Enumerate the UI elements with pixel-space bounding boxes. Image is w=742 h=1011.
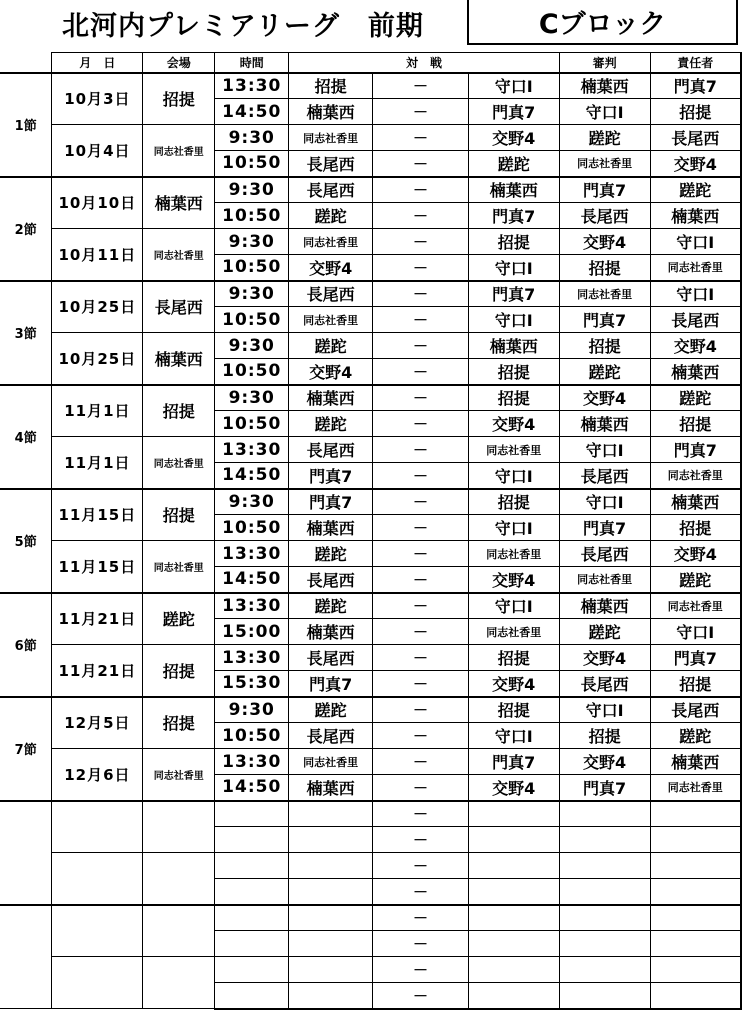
versus-separator: － xyxy=(373,281,469,307)
away-team: 守口Ⅰ xyxy=(468,73,559,99)
match-venue: 招提 xyxy=(143,697,215,749)
match-venue: 同志社香里 xyxy=(143,437,215,489)
match-row xyxy=(0,385,741,411)
referee-team: 門真7 xyxy=(559,515,650,541)
home-team-blank xyxy=(289,983,373,1009)
home-team: 交野4 xyxy=(289,255,373,281)
away-team: 同志社香里 xyxy=(468,619,559,645)
away-team: 交野4 xyxy=(468,567,559,593)
match-date: 12月6日 xyxy=(52,749,143,801)
away-team: 交野4 xyxy=(468,671,559,697)
manager-team: 同志社香里 xyxy=(650,775,741,801)
match-time-blank xyxy=(215,905,289,931)
home-team-blank xyxy=(289,905,373,931)
match-row xyxy=(0,489,741,515)
match-time: 14:50 xyxy=(215,99,289,125)
match-date-blank xyxy=(52,801,143,853)
manager-team: 交野4 xyxy=(650,151,741,177)
home-team: 楠葉西 xyxy=(289,775,373,801)
match-venue: 蹉跎 xyxy=(143,593,215,645)
versus-separator: － xyxy=(373,827,469,853)
away-team: 招提 xyxy=(468,489,559,515)
home-team: 長尾西 xyxy=(289,281,373,307)
versus-separator: － xyxy=(373,593,469,619)
match-row xyxy=(0,541,741,567)
referee-team: 長尾西 xyxy=(559,541,650,567)
home-team: 長尾西 xyxy=(289,645,373,671)
match-time: 13:30 xyxy=(215,749,289,775)
home-team-blank xyxy=(289,879,373,905)
match-time: 13:30 xyxy=(215,541,289,567)
manager-team: 交野4 xyxy=(650,541,741,567)
home-team: 同志社香里 xyxy=(289,307,373,333)
versus-separator: － xyxy=(373,749,469,775)
match-date: 10月3日 xyxy=(52,73,143,125)
manager-team-blank xyxy=(650,801,741,827)
referee-team-blank xyxy=(559,931,650,957)
match-time: 14:50 xyxy=(215,463,289,489)
home-team: 蹉跎 xyxy=(289,411,373,437)
versus-separator: － xyxy=(373,151,469,177)
away-team: 交野4 xyxy=(468,775,559,801)
referee-team: 長尾西 xyxy=(559,203,650,229)
round-label-blank xyxy=(0,905,52,1009)
versus-separator: － xyxy=(373,983,469,1009)
match-row xyxy=(0,177,741,203)
match-time: 13:30 xyxy=(215,645,289,671)
manager-team: 楠葉西 xyxy=(650,359,741,385)
match-venue: 長尾西 xyxy=(143,281,215,333)
match-time: 9:30 xyxy=(215,281,289,307)
away-team: 楠葉西 xyxy=(468,177,559,203)
home-team: 門真7 xyxy=(289,671,373,697)
manager-team: 楠葉西 xyxy=(650,749,741,775)
away-team-blank xyxy=(468,905,559,931)
versus-separator: － xyxy=(373,879,469,905)
match-row xyxy=(0,125,741,151)
home-team: 蹉跎 xyxy=(289,203,373,229)
away-team: 守口Ⅰ xyxy=(468,515,559,541)
home-team: 蹉跎 xyxy=(289,697,373,723)
away-team: 守口Ⅰ xyxy=(468,255,559,281)
away-team-blank xyxy=(468,931,559,957)
versus-separator: － xyxy=(373,697,469,723)
match-date: 11月1日 xyxy=(52,437,143,489)
referee-team: 門真7 xyxy=(559,775,650,801)
away-team-blank xyxy=(468,957,559,983)
referee-team-blank xyxy=(559,905,650,931)
manager-team: 長尾西 xyxy=(650,697,741,723)
manager-team: 同志社香里 xyxy=(650,593,741,619)
manager-team-blank xyxy=(650,983,741,1009)
away-team: 蹉跎 xyxy=(468,151,559,177)
home-team: 門真7 xyxy=(289,463,373,489)
round-label-blank xyxy=(0,801,52,905)
away-team: 守口Ⅰ xyxy=(468,463,559,489)
manager-team: 交野4 xyxy=(650,333,741,359)
manager-team: 守口Ⅰ xyxy=(650,229,741,255)
match-time: 13:30 xyxy=(215,73,289,99)
match-time: 10:50 xyxy=(215,203,289,229)
match-venue: 楠葉西 xyxy=(143,177,215,229)
match-time-blank xyxy=(215,957,289,983)
away-team: 同志社香里 xyxy=(468,437,559,463)
match-time-blank xyxy=(215,853,289,879)
versus-separator: － xyxy=(373,125,469,151)
home-team: 招提 xyxy=(289,73,373,99)
match-row xyxy=(0,593,741,619)
referee-team: 長尾西 xyxy=(559,463,650,489)
away-team-blank xyxy=(468,827,559,853)
home-team: 長尾西 xyxy=(289,567,373,593)
versus-separator: － xyxy=(373,853,469,879)
match-date: 11月15日 xyxy=(52,541,143,593)
referee-team: 門真7 xyxy=(559,307,650,333)
match-date: 10月4日 xyxy=(52,125,143,177)
match-venue: 同志社香里 xyxy=(143,125,215,177)
versus-separator: － xyxy=(373,801,469,827)
header-match: 対 戦 xyxy=(289,53,559,73)
referee-team-blank xyxy=(559,827,650,853)
match-date-blank xyxy=(52,957,143,1009)
block-label: Cブロック xyxy=(467,0,738,45)
match-time: 13:30 xyxy=(215,437,289,463)
referee-team: 蹉跎 xyxy=(559,125,650,151)
blank-row xyxy=(0,801,741,827)
manager-team-blank xyxy=(650,853,741,879)
versus-separator: － xyxy=(373,645,469,671)
away-team: 招提 xyxy=(468,359,559,385)
match-venue-blank xyxy=(143,905,215,957)
referee-team-blank xyxy=(559,957,650,983)
round-label: 4節 xyxy=(0,385,52,489)
away-team-blank xyxy=(468,853,559,879)
referee-team: 門真7 xyxy=(559,177,650,203)
home-team-blank xyxy=(289,827,373,853)
referee-team: 蹉跎 xyxy=(559,359,650,385)
match-time: 10:50 xyxy=(215,359,289,385)
match-time: 10:50 xyxy=(215,411,289,437)
match-time: 9:30 xyxy=(215,489,289,515)
match-row xyxy=(0,437,741,463)
manager-team-blank xyxy=(650,827,741,853)
match-time-blank xyxy=(215,931,289,957)
match-venue-blank xyxy=(143,957,215,1009)
match-venue: 楠葉西 xyxy=(143,333,215,385)
versus-separator: － xyxy=(373,775,469,801)
manager-team: 楠葉西 xyxy=(650,489,741,515)
referee-team: 招提 xyxy=(559,255,650,281)
versus-separator: － xyxy=(373,411,469,437)
round-label: 5節 xyxy=(0,489,52,593)
match-venue: 同志社香里 xyxy=(143,229,215,281)
header-round-cell xyxy=(0,53,52,73)
referee-team: 守口Ⅰ xyxy=(559,489,650,515)
versus-separator: － xyxy=(373,437,469,463)
match-time-blank xyxy=(215,801,289,827)
versus-separator: － xyxy=(373,307,469,333)
away-team: 交野4 xyxy=(468,125,559,151)
away-team: 門真7 xyxy=(468,281,559,307)
manager-team: 長尾西 xyxy=(650,307,741,333)
home-team: 楠葉西 xyxy=(289,619,373,645)
match-time: 9:30 xyxy=(215,385,289,411)
match-date-blank xyxy=(52,905,143,957)
away-team-blank xyxy=(468,983,559,1009)
versus-separator: － xyxy=(373,333,469,359)
match-row xyxy=(0,229,741,255)
manager-team: 門真7 xyxy=(650,437,741,463)
referee-team: 招提 xyxy=(559,333,650,359)
referee-team-blank xyxy=(559,853,650,879)
manager-team-blank xyxy=(650,957,741,983)
versus-separator: － xyxy=(373,229,469,255)
referee-team: 蹉跎 xyxy=(559,619,650,645)
versus-separator: － xyxy=(373,385,469,411)
match-venue: 同志社香里 xyxy=(143,541,215,593)
match-date: 10月10日 xyxy=(52,177,143,229)
match-date: 11月1日 xyxy=(52,385,143,437)
home-team: 蹉跎 xyxy=(289,333,373,359)
match-time: 10:50 xyxy=(215,307,289,333)
versus-separator: － xyxy=(373,905,469,931)
manager-team: 守口Ⅰ xyxy=(650,281,741,307)
referee-team: 同志社香里 xyxy=(559,567,650,593)
match-row xyxy=(0,749,741,775)
match-time: 15:00 xyxy=(215,619,289,645)
blank-row xyxy=(0,905,741,931)
versus-separator: － xyxy=(373,931,469,957)
manager-team: 蹉跎 xyxy=(650,177,741,203)
home-team: 長尾西 xyxy=(289,177,373,203)
match-date: 11月15日 xyxy=(52,489,143,541)
away-team: 同志社香里 xyxy=(468,541,559,567)
referee-team-blank xyxy=(559,983,650,1009)
header-time: 時間 xyxy=(215,53,289,73)
home-team: 楠葉西 xyxy=(289,99,373,125)
match-time-blank xyxy=(215,827,289,853)
home-team: 蹉跎 xyxy=(289,593,373,619)
versus-separator: － xyxy=(373,489,469,515)
header-manager: 責任者 xyxy=(650,53,741,73)
match-time: 14:50 xyxy=(215,775,289,801)
away-team: 招提 xyxy=(468,645,559,671)
header-row xyxy=(0,53,741,73)
match-venue: 同志社香里 xyxy=(143,749,215,801)
home-team: 蹉跎 xyxy=(289,541,373,567)
match-date: 11月21日 xyxy=(52,593,143,645)
referee-team: 交野4 xyxy=(559,229,650,255)
manager-team-blank xyxy=(650,905,741,931)
versus-separator: － xyxy=(373,463,469,489)
referee-team: 交野4 xyxy=(559,749,650,775)
header-referee: 審判 xyxy=(559,53,650,73)
manager-team: 蹉跎 xyxy=(650,723,741,749)
referee-team: 招提 xyxy=(559,723,650,749)
match-time: 14:50 xyxy=(215,567,289,593)
away-team: 守口Ⅰ xyxy=(468,723,559,749)
home-team-blank xyxy=(289,853,373,879)
referee-team: 楠葉西 xyxy=(559,73,650,99)
match-time-blank xyxy=(215,983,289,1009)
manager-team: 同志社香里 xyxy=(650,255,741,281)
match-time: 10:50 xyxy=(215,515,289,541)
manager-team: 蹉跎 xyxy=(650,385,741,411)
referee-team: 楠葉西 xyxy=(559,593,650,619)
match-time: 9:30 xyxy=(215,177,289,203)
home-team: 長尾西 xyxy=(289,723,373,749)
referee-team: 同志社香里 xyxy=(559,151,650,177)
away-team: 楠葉西 xyxy=(468,333,559,359)
referee-team: 交野4 xyxy=(559,645,650,671)
home-team: 同志社香里 xyxy=(289,749,373,775)
match-venue: 招提 xyxy=(143,645,215,697)
schedule-table xyxy=(0,52,742,1010)
match-venue: 招提 xyxy=(143,489,215,541)
versus-separator: － xyxy=(373,957,469,983)
away-team-blank xyxy=(468,801,559,827)
header-date: 月 日 xyxy=(52,53,143,73)
blank-row xyxy=(0,853,741,879)
match-date: 11月21日 xyxy=(52,645,143,697)
referee-team: 同志社香里 xyxy=(559,281,650,307)
match-date-blank xyxy=(52,853,143,905)
referee-team: 守口Ⅰ xyxy=(559,697,650,723)
referee-team: 交野4 xyxy=(559,385,650,411)
match-time: 10:50 xyxy=(215,723,289,749)
match-time-blank xyxy=(215,879,289,905)
round-label: 6節 xyxy=(0,593,52,697)
home-team: 同志社香里 xyxy=(289,125,373,151)
home-team-blank xyxy=(289,931,373,957)
away-team: 招提 xyxy=(468,697,559,723)
away-team: 招提 xyxy=(468,385,559,411)
manager-team-blank xyxy=(650,931,741,957)
match-venue-blank xyxy=(143,801,215,853)
round-label: 2節 xyxy=(0,177,52,281)
page-title: 北河内プレミアリーグ 前期 xyxy=(62,11,424,42)
versus-separator: － xyxy=(373,567,469,593)
versus-separator: － xyxy=(373,99,469,125)
away-team-blank xyxy=(468,879,559,905)
home-team: 楠葉西 xyxy=(289,515,373,541)
versus-separator: － xyxy=(373,359,469,385)
match-date: 10月25日 xyxy=(52,333,143,385)
home-team-blank xyxy=(289,801,373,827)
away-team: 門真7 xyxy=(468,749,559,775)
match-time: 10:50 xyxy=(215,151,289,177)
away-team: 招提 xyxy=(468,229,559,255)
away-team: 門真7 xyxy=(468,99,559,125)
home-team-blank xyxy=(289,957,373,983)
match-row xyxy=(0,697,741,723)
match-venue: 招提 xyxy=(143,73,215,125)
manager-team: 招提 xyxy=(650,411,741,437)
match-date: 12月5日 xyxy=(52,697,143,749)
away-team: 守口Ⅰ xyxy=(468,593,559,619)
away-team: 交野4 xyxy=(468,411,559,437)
referee-team-blank xyxy=(559,879,650,905)
manager-team: 長尾西 xyxy=(650,125,741,151)
match-time: 9:30 xyxy=(215,697,289,723)
manager-team: 守口Ⅰ xyxy=(650,619,741,645)
match-venue-blank xyxy=(143,853,215,905)
away-team: 門真7 xyxy=(468,203,559,229)
match-time: 9:30 xyxy=(215,125,289,151)
match-row xyxy=(0,333,741,359)
versus-separator: － xyxy=(373,619,469,645)
manager-team: 楠葉西 xyxy=(650,203,741,229)
versus-separator: － xyxy=(373,515,469,541)
referee-team: 守口Ⅰ xyxy=(559,437,650,463)
match-date: 10月25日 xyxy=(52,281,143,333)
match-time: 15:30 xyxy=(215,671,289,697)
versus-separator: － xyxy=(373,203,469,229)
versus-separator: － xyxy=(373,541,469,567)
versus-separator: － xyxy=(373,73,469,99)
match-row xyxy=(0,73,741,99)
versus-separator: － xyxy=(373,255,469,281)
manager-team: 蹉跎 xyxy=(650,567,741,593)
away-team: 守口Ⅰ xyxy=(468,307,559,333)
manager-team-blank xyxy=(650,879,741,905)
header-venue: 会場 xyxy=(143,53,215,73)
manager-team: 招提 xyxy=(650,99,741,125)
round-label: 1節 xyxy=(0,73,52,177)
home-team: 長尾西 xyxy=(289,151,373,177)
match-row xyxy=(0,645,741,671)
versus-separator: － xyxy=(373,177,469,203)
match-time: 9:30 xyxy=(215,229,289,255)
home-team: 同志社香里 xyxy=(289,229,373,255)
manager-team: 同志社香里 xyxy=(650,463,741,489)
home-team: 長尾西 xyxy=(289,437,373,463)
referee-team: 守口Ⅰ xyxy=(559,99,650,125)
referee-team-blank xyxy=(559,801,650,827)
blank-row xyxy=(0,957,741,983)
round-label: 3節 xyxy=(0,281,52,385)
match-row xyxy=(0,281,741,307)
match-date: 10月11日 xyxy=(52,229,143,281)
round-label: 7節 xyxy=(0,697,52,801)
home-team: 楠葉西 xyxy=(289,385,373,411)
manager-team: 門真7 xyxy=(650,73,741,99)
match-venue: 招提 xyxy=(143,385,215,437)
match-time: 10:50 xyxy=(215,255,289,281)
match-time: 13:30 xyxy=(215,593,289,619)
match-time: 9:30 xyxy=(215,333,289,359)
versus-separator: － xyxy=(373,723,469,749)
home-team: 門真7 xyxy=(289,489,373,515)
versus-separator: － xyxy=(373,671,469,697)
referee-team: 楠葉西 xyxy=(559,411,650,437)
referee-team: 長尾西 xyxy=(559,671,650,697)
home-team: 交野4 xyxy=(289,359,373,385)
manager-team: 招提 xyxy=(650,671,741,697)
manager-team: 招提 xyxy=(650,515,741,541)
manager-team: 門真7 xyxy=(650,645,741,671)
